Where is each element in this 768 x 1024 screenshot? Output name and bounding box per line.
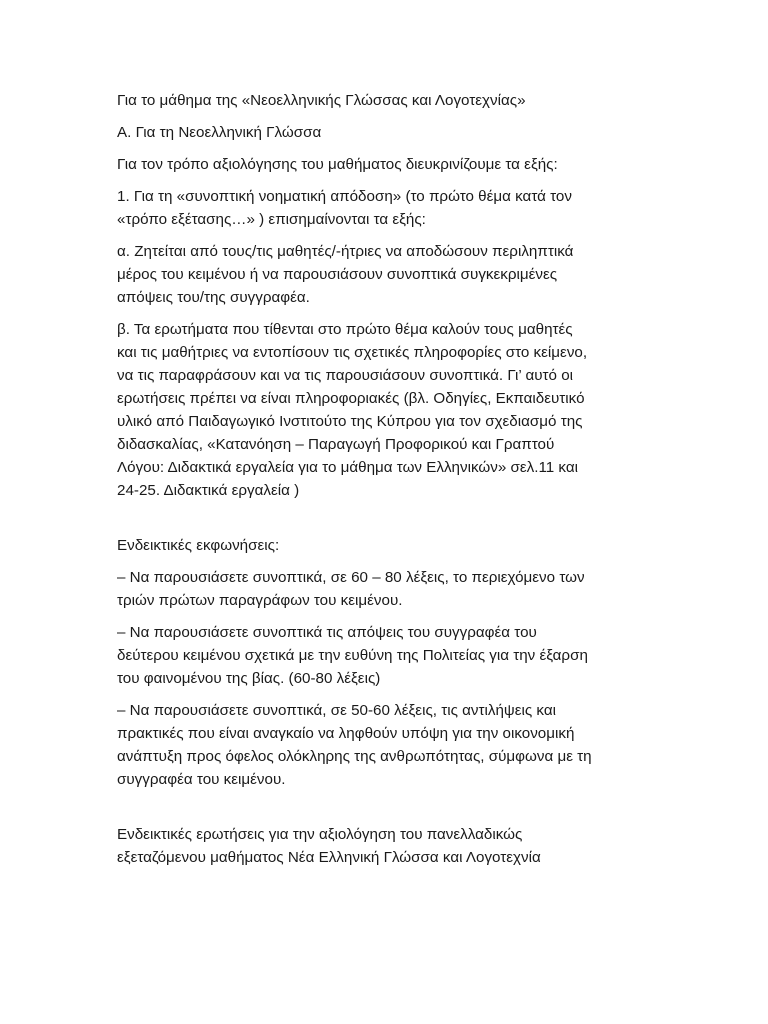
text-line: Λόγου: Διδακτικά εργαλεία για το μάθημα των Ελληνικών» σελ.11 και [117,459,578,476]
text-line: να τις παραφράσουν και να τις παρουσιάσουν συνοπτικά. Γι’ αυτό οι [117,367,574,384]
indicative-prompts-heading: Ενδεικτικές εκφωνήσεις: [117,537,280,554]
text-line: μέρος του κειμένου ή να παρουσιάσουν συνοπτικά συγκεκριμένες [117,266,558,283]
paragraph-spacer [117,800,657,823]
text-line: και τις μαθήτριες να εντοπίσουν τις σχετικές πληροφορίες στο κείμενο, [117,344,588,361]
text-line: συγγραφέα του κειμένου. [117,771,286,788]
point-1-paragraph [117,185,657,231]
prompt-2-paragraph [117,621,657,690]
text-line: διδασκαλίας, «Κατανόηση – Παραγωγή Προφορικού και Γραπτού [117,436,555,453]
point-b-paragraph [117,318,657,502]
text-line: του φαινομένου της βίας. (60-80 λέξεις) [117,670,381,687]
text-line: – Να παρουσιάσετε συνοπτικά τις απόψεις του συγγραφέα του [117,624,537,641]
text-line: υλικό από Παιδαγωγικό Ινστιτούτο της Κύπρου για τον σχεδιασμό της [117,413,583,430]
text-line: ερωτήσεις πρέπει να είναι πληροφοριακές (βλ. Οδηγίες, Εκπαιδευτικό [117,390,585,407]
text-line: – Να παρουσιάσετε συνοπτικά, σε 60 – 80 λέξεις, το περιεχόμενο των [117,569,585,586]
text-line: 24-25. Διδακτικά εργαλεία ) [117,482,300,499]
text-line: τριών πρώτων παραγράφων του κειμένου. [117,592,403,609]
text-line: δεύτερου κειμένου σχετικά με την ευθύνη της Πολιτείας για την έξαρση [117,647,588,664]
text-line: ανάπτυξη προς όφελος ολόκληρης της ανθρωπότητας, σύμφωνα με τη [117,748,592,765]
text-line: β. Τα ερωτήματα που τίθενται στο πρώτο θέμα καλούν τους μαθητές [117,321,573,338]
intro-paragraph: Για τον τρόπο αξιολόγησης του μαθήματος διευκρινίζουμε τα εξής: [117,156,558,173]
text-line: απόψεις του/της συγγραφέα. [117,289,310,306]
text-line: «τρόπο εξέτασης…» ) επισημαίνονται τα εξής: [117,211,426,228]
text-line: α. Ζητείται από τους/τις μαθητές/-ήτριες να αποδώσουν περιληπτικά [117,243,574,260]
document-page [117,89,657,878]
prompt-3-paragraph [117,699,657,791]
section-heading-a: Α. Για τη Νεοελληνική Γλώσσα [117,124,322,141]
closing-paragraph [117,823,657,869]
document-title-line: Για το μάθημα της «Νεοελληνικής Γλώσσας και Λογοτεχνίας» [117,92,526,109]
text-line: – Να παρουσιάσετε συνοπτικά, σε 50-60 λέξεις, τις αντιλήψεις και [117,702,556,719]
text-line: πρακτικές που είναι αναγκαίο να ληφθούν υπόψη για την οικονομική [117,725,575,742]
paragraph-spacer [117,511,657,534]
text-line: εξεταζόμενου μαθήματος Νέα Ελληνική Γλώσσα και Λογοτεχνία [117,849,541,866]
prompt-1-paragraph [117,566,657,612]
text-line: 1. Για τη «συνοπτική νοηματική απόδοση» (το πρώτο θέμα κατά τον [117,188,572,205]
text-line: Ενδεικτικές ερωτήσεις για την αξιολόγηση του πανελλαδικώς [117,826,523,843]
point-a-paragraph [117,240,657,309]
